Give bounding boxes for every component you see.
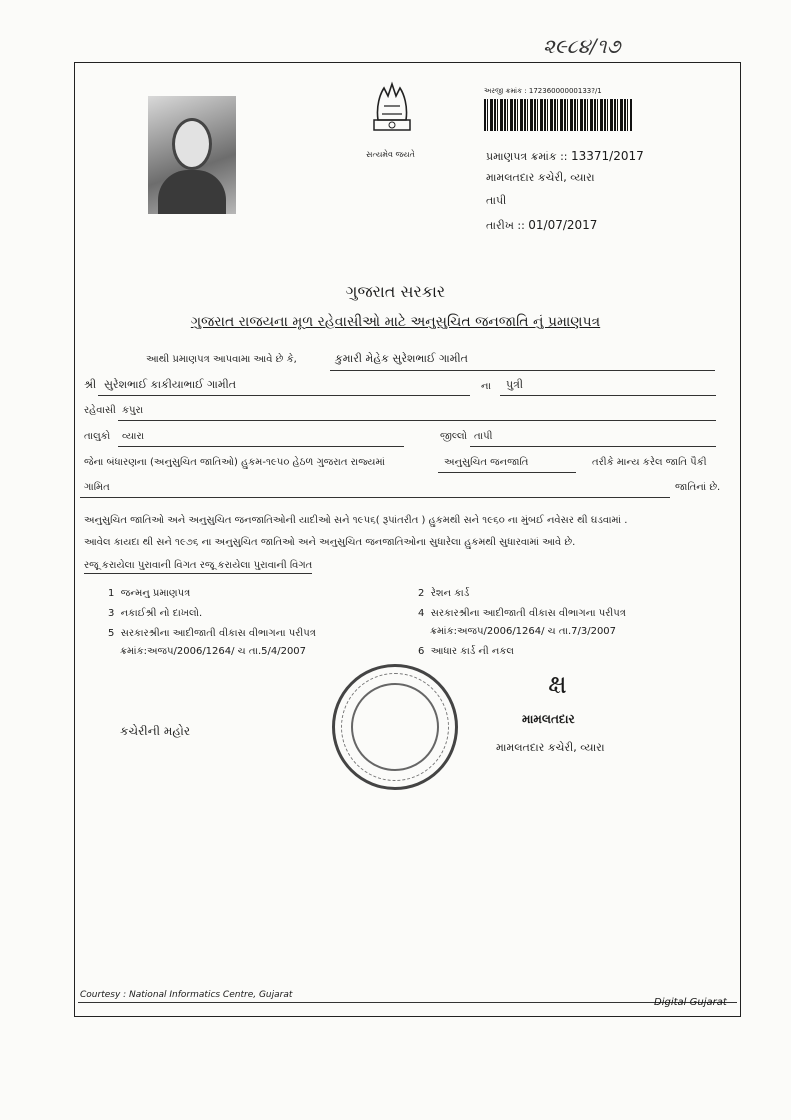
list-item: 1 જન્મનુ પ્રમાણપત્ર xyxy=(108,588,191,599)
list-item: 5 સરકારશ્રીના આદીજાતી વીકાસ વીભાગના પરીપત્ર xyxy=(108,628,316,639)
district: તાપી xyxy=(474,431,493,442)
certificate-number-label: પ્રમાણપત્ર ક્રમાંક :: xyxy=(486,150,568,163)
issue-date-label: તારીખ :: xyxy=(486,219,525,232)
intro-text: આથી પ્રમાણપત્ર આપવામા આવે છે કે, xyxy=(146,354,297,365)
category-underline xyxy=(438,472,576,473)
office-seal-label: કચેરીની મહોર xyxy=(120,724,191,738)
signature: ક્ષ xyxy=(548,670,567,700)
barcode-label: અરજી ક્રમાંક : 17236000000133?/1 xyxy=(484,87,602,95)
footer-divider xyxy=(78,1002,737,1003)
name-underline xyxy=(330,370,715,371)
list-item: 4 સરકારશ્રીના આદીજાતી વીકાસ વીભાગના પરીપત્ર xyxy=(418,608,626,619)
signatory-office: મામલતદાર કચેરી, વ્યારા xyxy=(496,741,605,754)
applicant-photo xyxy=(148,96,236,214)
order-text: જેના બંધારણના (અનુસુચિત જાતિઓ) હુકમ-૧૯૫૦ હેઠળ ગુજરાત રાજ્યમાં xyxy=(84,457,385,468)
certificate-subtitle: ગુજરાત રાજયના મૂળ રહેવાસીઓ માટે અનુસુચિત જનજાતિ નું પ્રમાણપત્ર xyxy=(190,314,601,330)
caste-suffix: જાતિનાં છે. xyxy=(675,482,721,493)
footer-courtesy: Courtesy : National Informatics Centre, Gujarat xyxy=(80,990,293,1000)
relation: પુત્રી xyxy=(506,378,524,391)
father-name: સુરેશભાઈ કાકીયાભાઈ ગામીત xyxy=(104,378,237,391)
certificate-number-value: 13371/2017 xyxy=(571,149,644,163)
documents-heading: રજૂ કરાયેલા પુરાવાની વિગત રજૂ કરાયેલા પુરાવાની વિગત xyxy=(84,560,312,574)
recognised-text: તરીકે માન્ય કરેલ જાતિ પૈકી xyxy=(592,457,707,468)
list-item-sub: ક્રમાંક:અજપ/2006/1264/ ચ તા.7/3/2007 xyxy=(430,626,617,637)
list-item: 2 રેશન કાર્ડ xyxy=(418,588,470,599)
paragraph-1: અનુસુચિત જાતિઓ અને અનુસુચિત જનજાતિઓની યાદીઓ સને ૧૯૫૬( રૂપાંતરીત ) હુકમથી સને ૧૯૬૦ ના મુંબઈ નવેસર થી ઘડવામાં . xyxy=(84,515,628,526)
taluka: વ્યારા xyxy=(122,431,145,442)
footer-brand: Digital Gujarat xyxy=(654,997,727,1008)
caste: ગામિત xyxy=(84,482,110,493)
village-underline xyxy=(118,420,716,421)
issuing-office: મામલતદાર કચેરી, વ્યારા xyxy=(486,171,595,184)
office-seal xyxy=(332,664,458,790)
issue-date xyxy=(486,218,597,233)
district-label: જીલ્લો xyxy=(440,431,468,442)
caste-underline xyxy=(80,497,670,498)
resident-label: રહેવાસી xyxy=(84,405,116,416)
page-title: ગુજરાત સરકાર xyxy=(345,282,446,301)
paragraph-2: આવેલ કાયદા થી સને ૧૯૭૬ ના અનુસુચિત જાતિઓ અને અનુસુચિત જનજાતિઓના સુધારેલા હુકમથી સુધારવામાં આવે છે. xyxy=(84,537,576,548)
na-label: ના xyxy=(481,381,491,392)
list-item: 3 નકાઈશ્રી નો દાખલો. xyxy=(108,608,203,619)
national-emblem-icon xyxy=(362,76,422,146)
emblem-caption: સત્યમેવ જયતે xyxy=(366,150,415,159)
handwritten-reference: ૨૯૮૪/૧૭ xyxy=(543,34,621,58)
taluka-label: તાલુકો xyxy=(84,431,111,442)
issuing-district: તાપી xyxy=(486,194,507,207)
district-underline xyxy=(470,446,716,447)
shri-label: શ્રી xyxy=(84,378,97,391)
father-underline xyxy=(98,395,470,396)
list-item-sub: ક્રમાંક:અજપ/2006/1264/ ચ તા.5/4/2007 xyxy=(120,646,307,657)
village: કપુરા xyxy=(122,405,144,416)
signatory-title: મામલતદાર xyxy=(522,712,575,726)
certificate-number xyxy=(486,149,644,164)
taluka-underline xyxy=(118,446,404,447)
barcode xyxy=(484,99,632,131)
list-item: 6 આધાર કાર્ડ ની નકલ xyxy=(418,646,514,657)
applicant-name: કુમારી મેહેક સુરેશભાઈ ગામીત xyxy=(335,352,468,365)
issue-date-value: 01/07/2017 xyxy=(528,218,598,232)
category: અનુસુચિત જનજાતિ xyxy=(444,457,529,468)
relation-underline xyxy=(500,395,716,396)
